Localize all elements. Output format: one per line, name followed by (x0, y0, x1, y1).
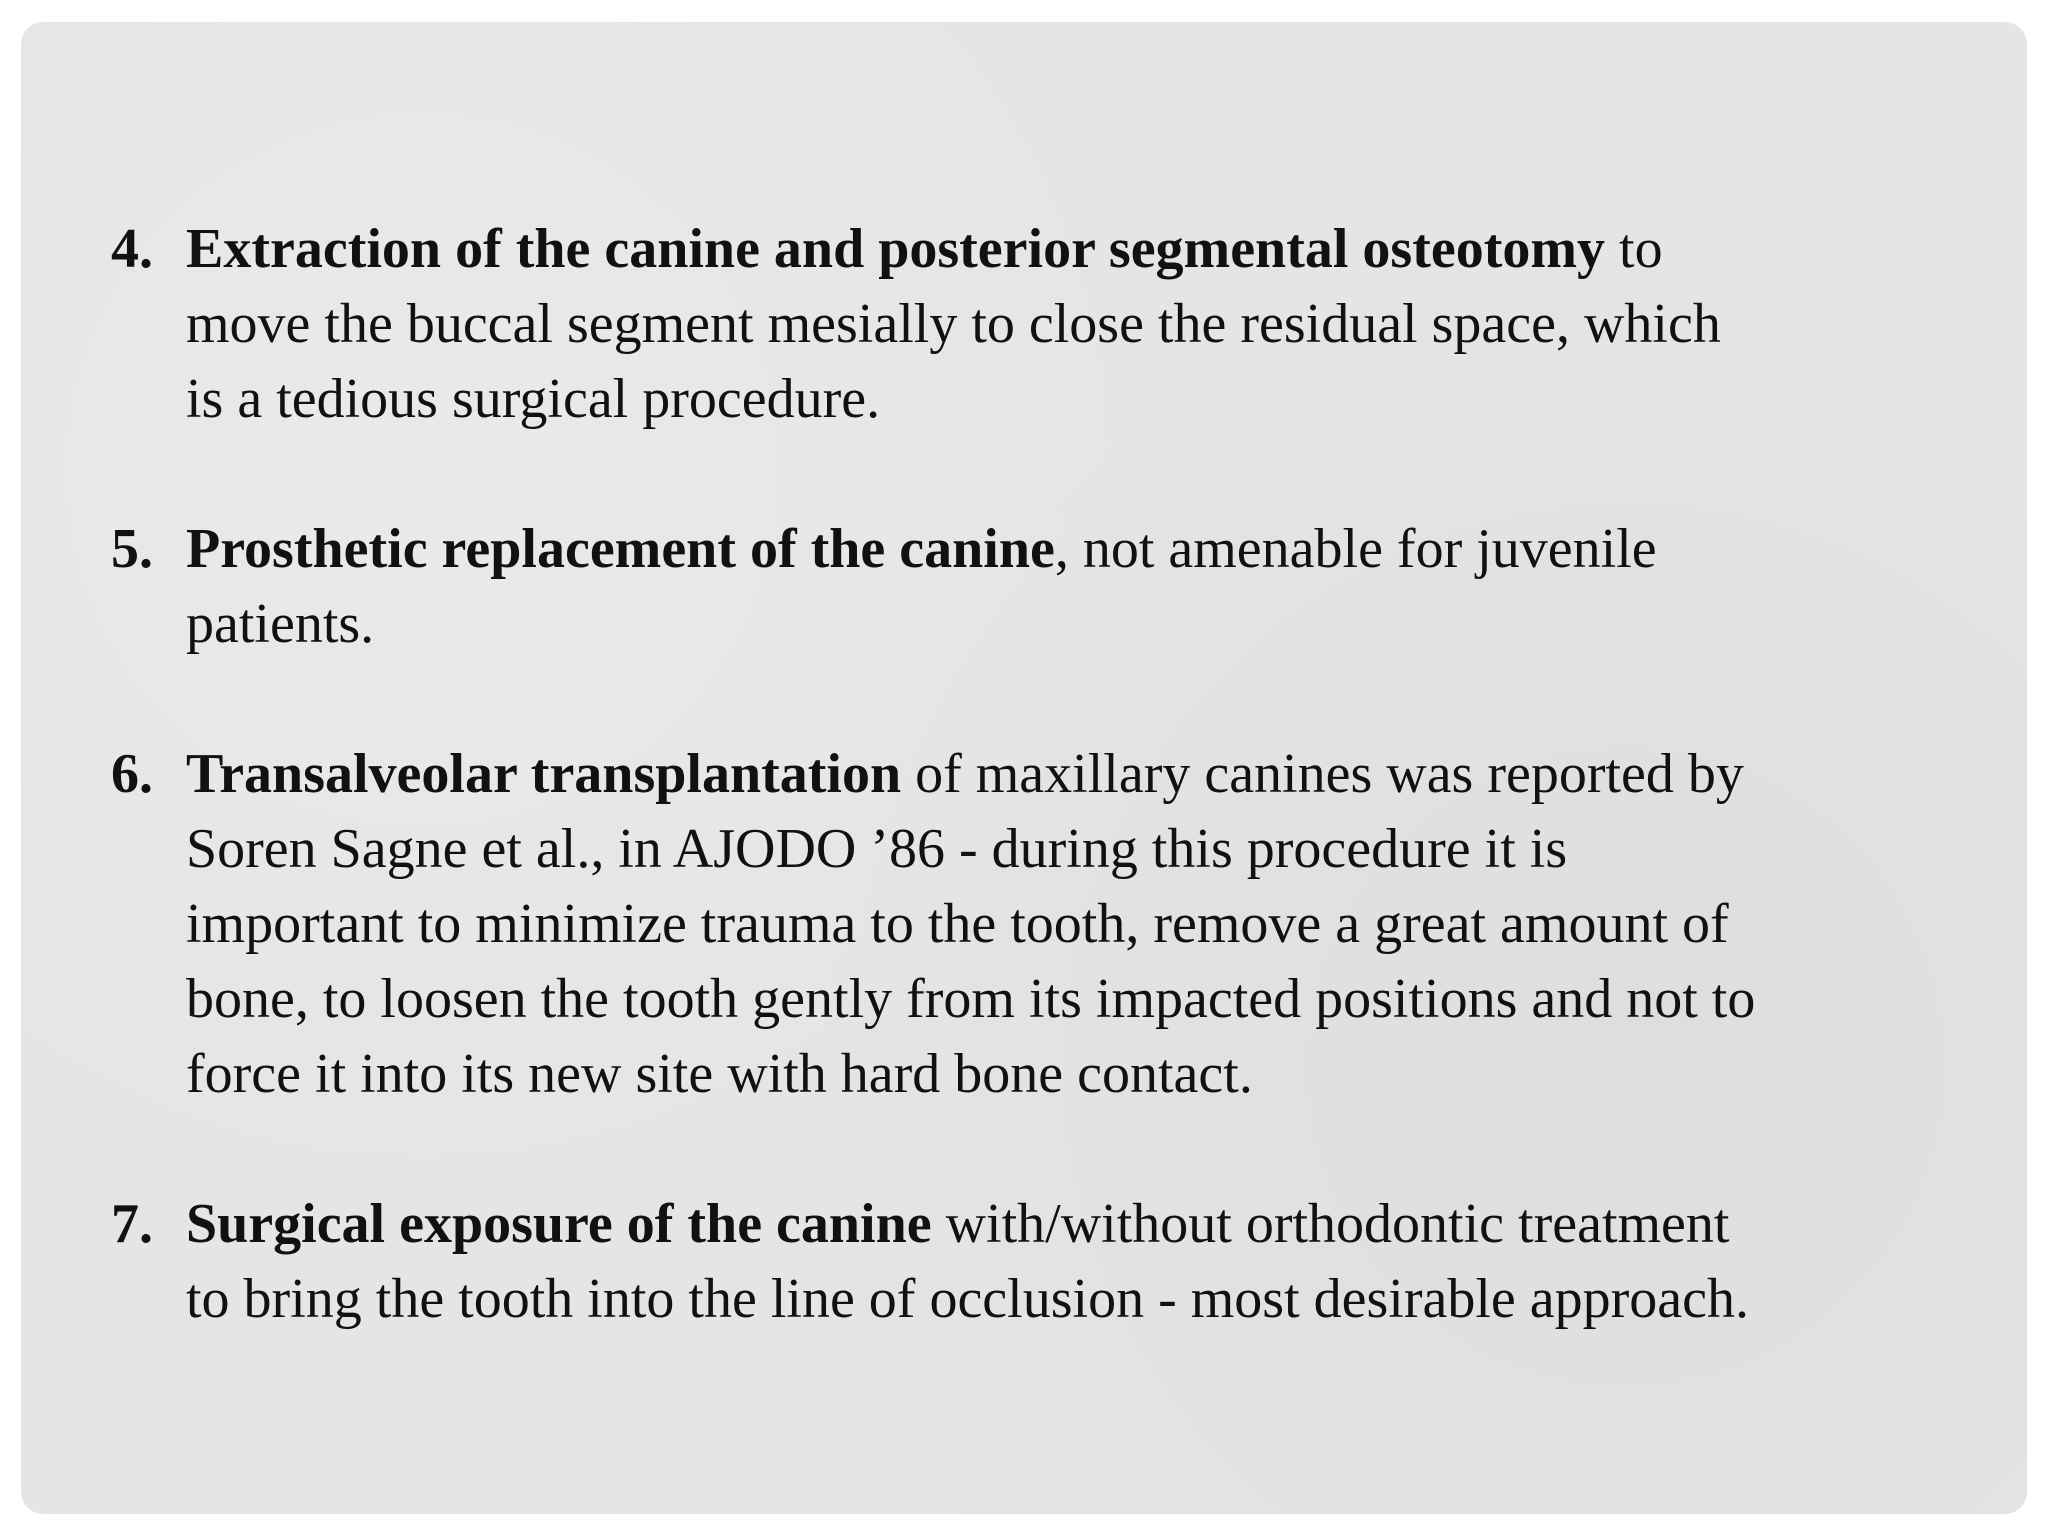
item-number: 5. (111, 518, 153, 580)
item-number: 7. (111, 1193, 153, 1255)
item-line (186, 212, 1991, 287)
item-line-text: to (1605, 218, 1663, 280)
item-line: move the buccal segment mesially to close the residual space, which (186, 293, 1721, 355)
item-line-text: , not amenable for juvenile (1054, 518, 1657, 580)
item-line-text: of maxillary canines was reported by (901, 743, 1744, 805)
item-line (186, 1187, 1991, 1262)
item-line: important to minimize trauma to the tooth, remove a great amount of (186, 893, 1729, 955)
item-text (186, 512, 1991, 662)
list-item-6 (111, 737, 1991, 1112)
list-item-4 (111, 212, 1991, 437)
item-text (186, 737, 1991, 1112)
numbered-list (111, 212, 1991, 1412)
list-item-5 (111, 512, 1991, 662)
item-line: bone, to loosen the tooth gently from its impacted positions and not to (186, 968, 1756, 1030)
list-item-7 (111, 1187, 1991, 1337)
item-bold-phrase: Prosthetic replacement of the canine (186, 518, 1055, 580)
item-bold-phrase: Transalveolar transplantation (186, 743, 902, 805)
item-number: 6. (111, 743, 153, 805)
item-line: Soren Sagne et al., in AJODO ’86 - during this procedure it is (186, 818, 1568, 880)
item-line (186, 737, 1991, 812)
item-line: to bring the tooth into the line of occlusion - most desirable approach. (186, 1268, 1749, 1330)
item-line: patients. (186, 593, 375, 655)
item-text (186, 1187, 1991, 1337)
item-line: force it into its new site with hard bone contact. (186, 1043, 1253, 1105)
item-bold-phrase: Surgical exposure of the canine (186, 1193, 932, 1255)
item-bold-phrase: Extraction of the canine and posterior segmental osteotomy (186, 218, 1606, 280)
item-text (186, 212, 1991, 437)
slide-background (21, 22, 2027, 1514)
item-line (186, 512, 1991, 587)
item-line-text: with/without orthodontic treatment (931, 1193, 1730, 1255)
item-line: is a tedious surgical procedure. (186, 368, 881, 430)
item-number: 4. (111, 218, 153, 280)
